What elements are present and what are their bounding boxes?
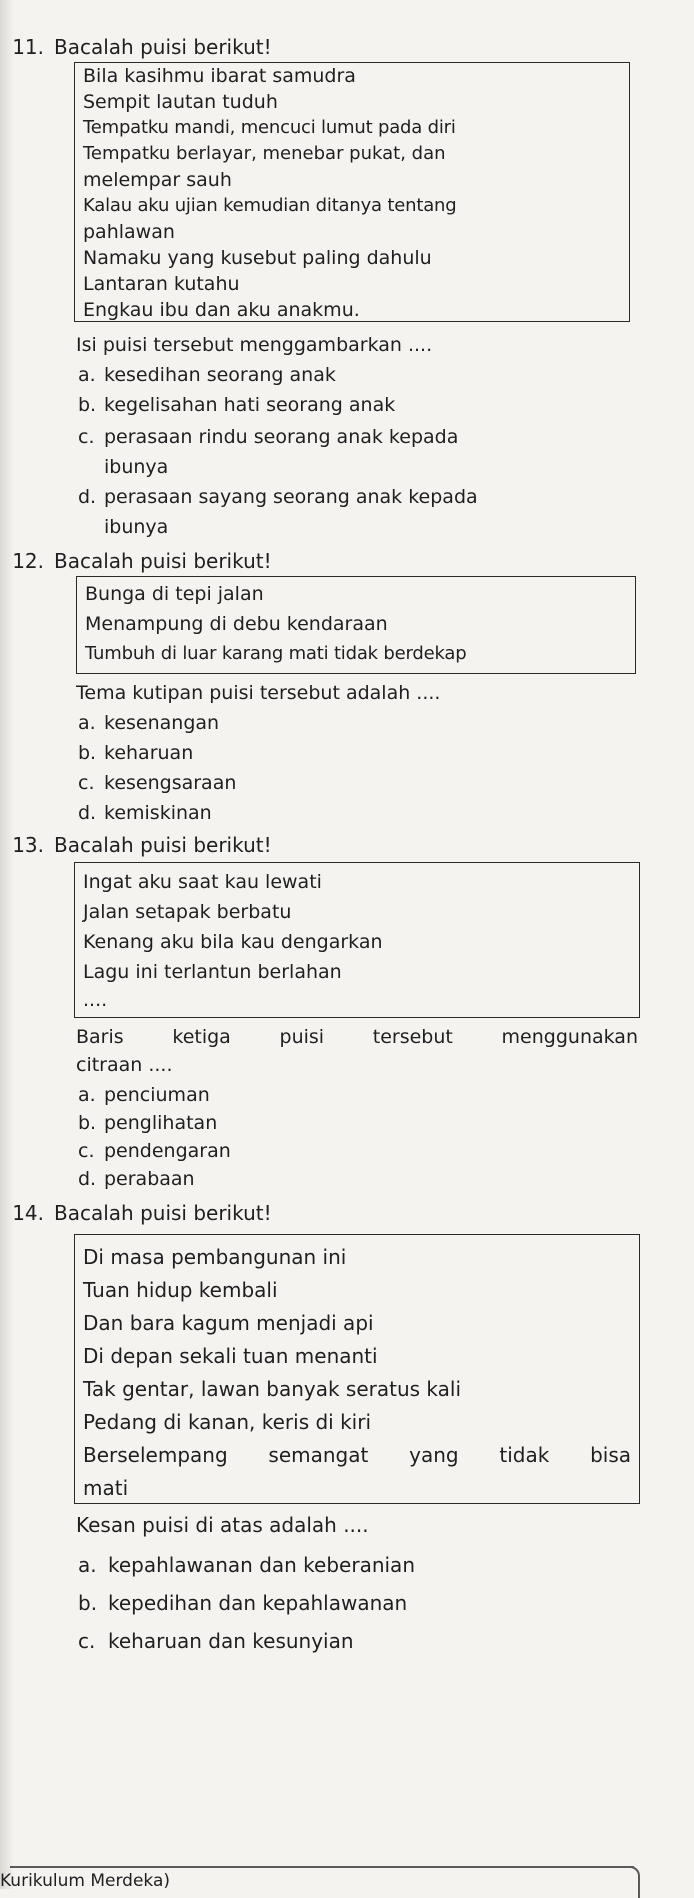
option-text: keharuan dan kesunyian	[108, 1629, 354, 1653]
option-text: keharuan	[104, 742, 194, 764]
question-text-cont: citraan ....	[76, 1054, 173, 1076]
option-letter: b.	[78, 394, 97, 416]
poem-line: Di depan sekali tuan menanti	[83, 1344, 378, 1368]
option-text: perabaan	[104, 1168, 195, 1190]
option-d	[78, 1166, 195, 1192]
poem-line: melempar sauh	[83, 169, 232, 191]
poem-line: Dan bara kagum menjadi api	[83, 1311, 374, 1335]
poem-line: Tuan hidup kembali	[83, 1278, 278, 1302]
option-letter: b.	[78, 742, 97, 764]
poem-line: Menampung di debu kendaraan	[85, 613, 388, 635]
question-number: 13.	[12, 833, 44, 857]
poem-line: Sempit lautan tuduh	[83, 91, 278, 113]
poem-line: Tumbuh di luar karang mati tidak berdekap	[85, 643, 467, 664]
question-text: Isi puisi tersebut menggambarkan ....	[76, 334, 433, 356]
option-b	[78, 1110, 217, 1136]
option-d	[78, 800, 212, 826]
option-b	[78, 740, 193, 766]
option-c	[78, 1138, 231, 1164]
question-prompt: Bacalah puisi berikut!	[54, 833, 272, 857]
option-letter: c.	[78, 772, 95, 794]
question-12-header	[0, 548, 272, 574]
poem-box-14	[74, 1234, 640, 1504]
poem-box-13	[74, 862, 640, 1018]
option-text-cont: ibunya	[104, 456, 169, 478]
poem-line: Lagu ini terlantun berlahan	[83, 961, 342, 983]
option-c	[78, 1628, 354, 1654]
poem-line: Bila kasihmu ibarat samudra	[83, 65, 356, 87]
option-text: perasaan sayang seorang anak kepada	[104, 486, 478, 508]
option-letter: a.	[78, 364, 96, 386]
option-text: penglihatan	[104, 1112, 218, 1134]
poem-line: Jalan setapak berbatu	[83, 901, 292, 923]
poem-line: Tempatku mandi, mencuci lumut pada diri	[83, 117, 456, 138]
option-text: pendengaran	[104, 1140, 231, 1162]
option-text: perasaan rindu seorang anak kepada	[104, 426, 459, 448]
option-text: kemiskinan	[104, 802, 212, 824]
option-a	[78, 1552, 415, 1578]
question-11-header	[0, 34, 272, 60]
footer-label: Kurikulum Merdeka)	[0, 1871, 171, 1891]
option-letter: d.	[78, 802, 97, 824]
option-b	[78, 392, 395, 418]
option-a	[78, 1082, 210, 1108]
question-text: Kesan puisi di atas adalah ....	[76, 1513, 369, 1537]
option-text: kegelisahan hati seorang anak	[104, 394, 396, 416]
poem-line: mati	[83, 1476, 129, 1500]
question-number: 12.	[12, 549, 44, 573]
poem-line: Kenang aku bila kau dengarkan	[83, 931, 383, 953]
option-a	[78, 710, 219, 736]
poem-line: Tak gentar, lawan banyak seratus kali	[83, 1377, 462, 1401]
question-number: 11.	[12, 35, 44, 59]
question-prompt: Bacalah puisi berikut!	[54, 1201, 272, 1225]
option-letter: b.	[78, 1112, 97, 1134]
poem-box-12	[76, 576, 636, 674]
option-letter: c.	[78, 1629, 96, 1653]
poem-line: Pedang di kanan, keris di kiri	[83, 1410, 372, 1434]
poem-line: ....	[83, 989, 108, 1011]
option-text: kepahlawanan dan keberanian	[108, 1553, 415, 1577]
page-edge-shadow	[0, 0, 14, 1889]
option-c	[78, 424, 458, 450]
option-text: kesengsaraan	[104, 772, 237, 794]
question-text: Tema kutipan puisi tersebut adalah ....	[76, 682, 441, 704]
question-prompt: Bacalah puisi berikut!	[54, 35, 272, 59]
poem-line: Di masa pembangunan ini	[83, 1245, 347, 1269]
poem-line: pahlawan	[83, 221, 175, 243]
option-letter: b.	[78, 1591, 98, 1615]
option-text: kesedihan seorang anak	[104, 364, 336, 386]
option-letter: d.	[78, 1168, 97, 1190]
poem-line: Berselempang semangat yang tidak bisa	[83, 1443, 631, 1467]
poem-line: Engkau ibu dan aku anakmu.	[83, 299, 360, 321]
question-number: 14.	[12, 1201, 44, 1225]
poem-box-11	[74, 62, 630, 322]
footer-corner	[622, 1866, 640, 1898]
option-c	[78, 770, 236, 796]
poem-line: Lantaran kutahu	[83, 273, 240, 295]
option-letter: a.	[78, 712, 96, 734]
option-text: penciuman	[104, 1084, 210, 1106]
poem-line: Tempatku berlayar, menebar pukat, dan	[83, 143, 446, 164]
poem-line: Kalau aku ujian kemudian ditanya tentang	[83, 195, 457, 216]
question-prompt: Bacalah puisi berikut!	[54, 549, 272, 573]
option-text: kesenangan	[104, 712, 220, 734]
poem-line: Namaku yang kusebut paling dahulu	[83, 247, 432, 269]
poem-line: Bunga di tepi jalan	[85, 583, 264, 605]
option-text-cont: ibunya	[104, 516, 169, 538]
question-14-header	[0, 1200, 272, 1226]
poem-line: Ingat aku saat kau lewati	[83, 871, 322, 893]
option-letter: c.	[78, 1140, 95, 1162]
option-text: kepedihan dan kepahlawanan	[108, 1591, 408, 1615]
option-letter: a.	[78, 1553, 97, 1577]
question-13-header	[0, 832, 272, 858]
option-a	[78, 362, 336, 388]
option-letter: a.	[78, 1084, 96, 1106]
option-d	[78, 484, 478, 510]
question-text: Baris ketiga puisi tersebut menggunakan	[76, 1026, 638, 1048]
option-letter: c.	[78, 426, 95, 448]
option-letter: d.	[78, 486, 97, 508]
option-b	[78, 1590, 407, 1616]
